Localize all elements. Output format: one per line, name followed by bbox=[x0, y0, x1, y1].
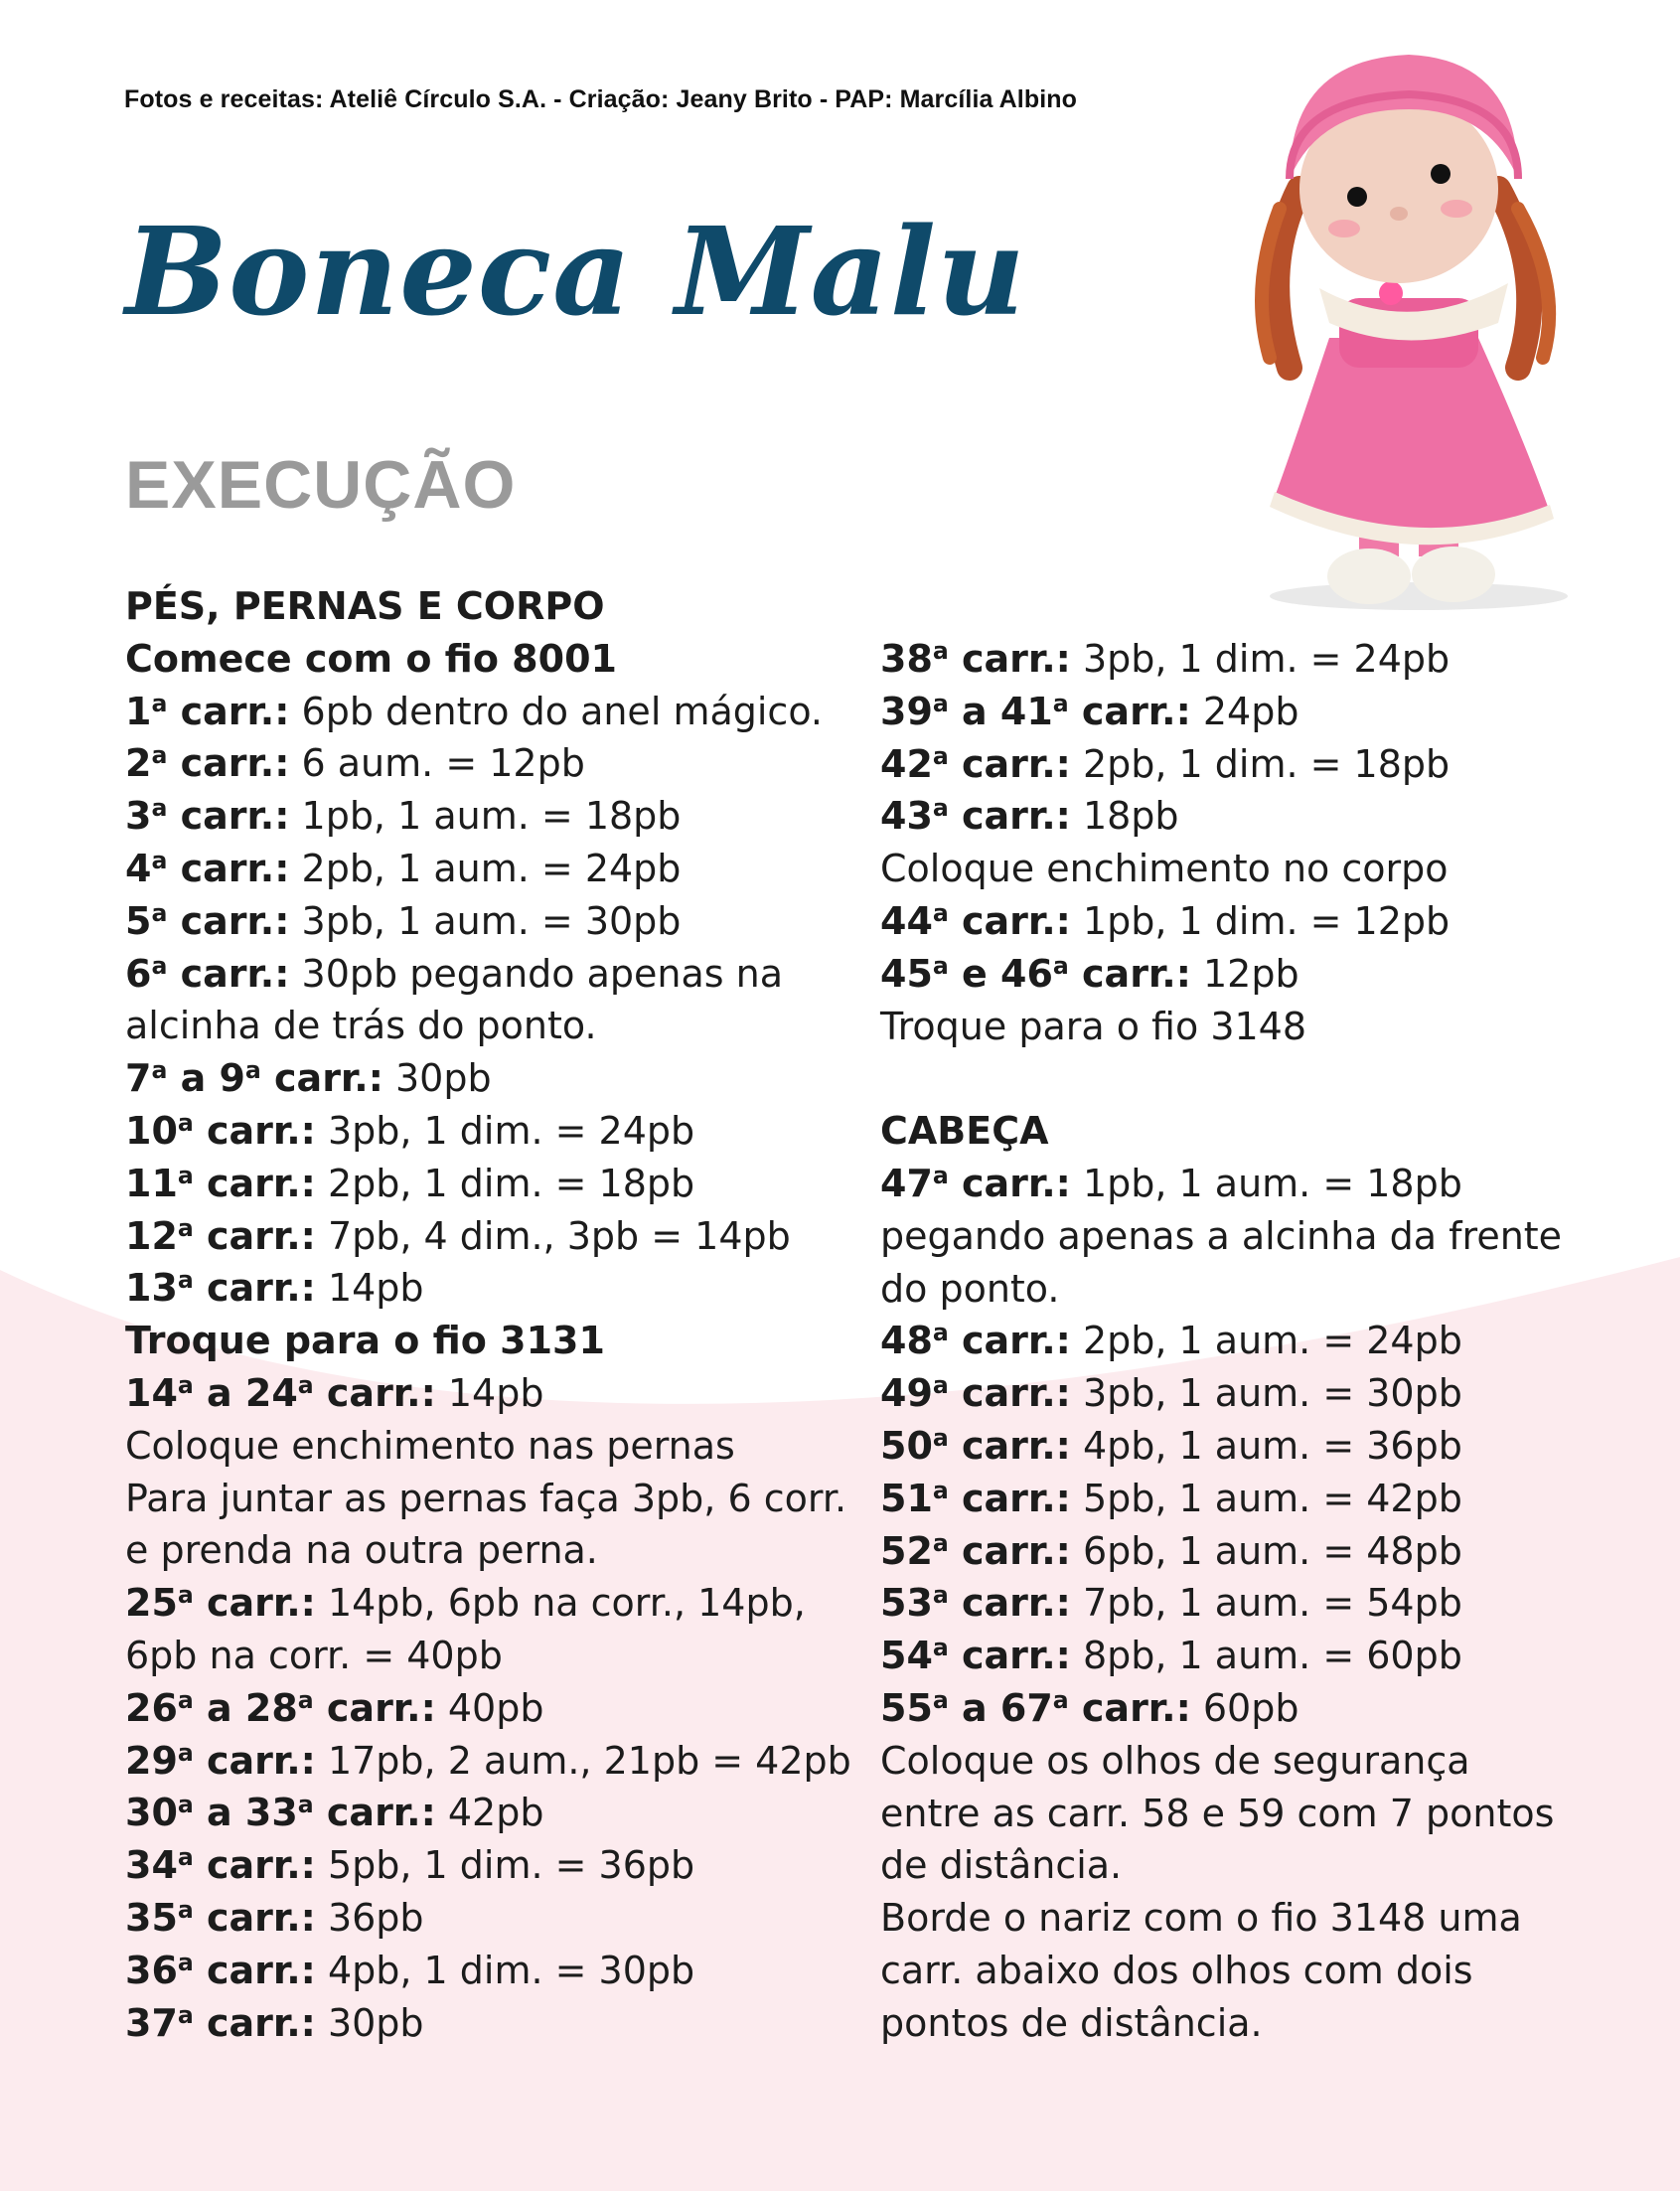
round-detail: 30pb pegando apenas na bbox=[289, 951, 784, 996]
round-label bbox=[125, 2001, 316, 2045]
left-instruction-column bbox=[125, 580, 851, 2049]
ordinal-mark: a bbox=[932, 1476, 949, 1504]
round-number: 33 bbox=[244, 1791, 298, 1835]
blank-line bbox=[880, 1052, 1576, 1105]
ordinal-mark: a bbox=[932, 794, 949, 823]
round-number: 48 bbox=[880, 1319, 933, 1363]
ordinal-mark: a bbox=[177, 1371, 194, 1399]
round-detail: 7pb, 1 aum. = 54pb bbox=[1070, 1581, 1462, 1626]
round-abbrev: carr.: bbox=[948, 1371, 1071, 1416]
round-detail: 3pb, 1 dim. = 24pb bbox=[315, 1108, 695, 1153]
range-connector: a bbox=[948, 1685, 1000, 1730]
round-instruction bbox=[125, 737, 821, 790]
round-detail: 2pb, 1 aum. = 24pb bbox=[1070, 1319, 1462, 1363]
round-label bbox=[125, 794, 289, 838]
ordinal-mark: a bbox=[177, 1213, 194, 1242]
round-number: 11 bbox=[125, 1161, 178, 1205]
round-number: 36 bbox=[125, 1948, 178, 1992]
round-label bbox=[880, 1477, 1071, 1520]
round-number: 35 bbox=[125, 1895, 178, 1940]
round-abbrev: carr.: bbox=[193, 1948, 316, 1992]
ordinal-mark: a bbox=[151, 1056, 168, 1085]
round-label bbox=[880, 1529, 1071, 1573]
round-number: 67 bbox=[999, 1685, 1053, 1730]
round-detail: 1pb, 1 dim. = 12pb bbox=[1070, 898, 1451, 943]
range-connector: e bbox=[948, 951, 1001, 996]
range-connector: a bbox=[167, 1056, 220, 1101]
round-label bbox=[880, 1319, 1071, 1362]
round-label bbox=[125, 1739, 316, 1783]
round-number: 29 bbox=[125, 1738, 178, 1783]
ordinal-mark: a bbox=[177, 1685, 194, 1714]
round-instruction bbox=[880, 686, 1576, 738]
round-detail: 42pb bbox=[435, 1791, 544, 1835]
ordinal-mark: a bbox=[151, 741, 168, 770]
round-abbrev: carr.: bbox=[167, 951, 290, 996]
round-detail: 36pb bbox=[315, 1895, 424, 1940]
round-detail: 7pb, 4 dim., 3pb = 14pb bbox=[315, 1213, 791, 1258]
round-instruction bbox=[125, 1210, 821, 1263]
round-label bbox=[125, 1214, 316, 1258]
round-number: 25 bbox=[125, 1581, 178, 1626]
round-detail: 30pb bbox=[315, 2000, 424, 2045]
round-detail: 3pb, 1 aum. = 30pb bbox=[1070, 1371, 1462, 1416]
round-label bbox=[125, 952, 289, 996]
round-label bbox=[125, 899, 289, 943]
ordinal-mark: a bbox=[932, 1162, 949, 1190]
round-detail: 40pb bbox=[435, 1685, 544, 1730]
round-abbrev: carr.: bbox=[948, 741, 1071, 786]
round-abbrev: carr.: bbox=[193, 1843, 316, 1888]
round-detail: 4pb, 1 dim. = 30pb bbox=[315, 1948, 695, 1992]
round-number: 13 bbox=[125, 1266, 178, 1311]
instruction-text: Coloque enchimento no corpo bbox=[880, 847, 1449, 891]
round-detail: 2pb, 1 dim. = 18pb bbox=[1070, 741, 1451, 786]
ordinal-mark: a bbox=[932, 1371, 949, 1400]
round-abbrev: carr.: bbox=[948, 637, 1071, 681]
range-connector: a bbox=[193, 1370, 245, 1415]
round-detail: 30pb bbox=[382, 1056, 492, 1101]
round-instruction bbox=[125, 1839, 821, 1892]
round-abbrev: carr.: bbox=[193, 1266, 316, 1311]
round-number: 54 bbox=[880, 1634, 933, 1678]
round-number: 28 bbox=[244, 1685, 298, 1730]
round-abbrev: carr.: bbox=[167, 689, 290, 733]
round-number: 38 bbox=[880, 637, 933, 681]
round-label bbox=[880, 742, 1071, 786]
round-detail: 18pb bbox=[1070, 794, 1179, 839]
ordinal-mark: a bbox=[932, 951, 949, 980]
round-label bbox=[880, 1371, 1071, 1415]
round-instruction bbox=[880, 1630, 1576, 1682]
round-abbrev: carr.: bbox=[948, 1319, 1071, 1363]
ordinal-mark: a bbox=[151, 847, 168, 875]
round-abbrev: carr.: bbox=[193, 1581, 316, 1626]
round-label bbox=[880, 1424, 1071, 1468]
ordinal-mark: a bbox=[297, 1685, 314, 1714]
round-label bbox=[125, 1581, 316, 1625]
round-detail: 5pb, 1 dim. = 36pb bbox=[315, 1843, 695, 1888]
ordinal-mark: a bbox=[177, 1161, 194, 1189]
round-instruction bbox=[880, 1473, 1576, 1525]
ordinal-mark: a bbox=[177, 1266, 194, 1295]
instruction-text: de distância. bbox=[880, 1843, 1123, 1888]
round-instruction bbox=[125, 686, 821, 738]
instruction-text: Borde o nariz com o fio 3148 uma bbox=[880, 1896, 1522, 1941]
round-label bbox=[125, 1162, 316, 1205]
instruction-text: Para juntar as pernas faça 3pb, 6 corr. bbox=[125, 1476, 847, 1520]
round-label bbox=[880, 794, 1071, 838]
ordinal-mark: a bbox=[1052, 1685, 1069, 1714]
ordinal-mark: a bbox=[932, 1424, 949, 1452]
round-abbrev: carr.: bbox=[1068, 951, 1191, 996]
round-instruction bbox=[125, 1367, 821, 1420]
round-number: 34 bbox=[125, 1843, 178, 1888]
instruction-text: carr. abaixo dos olhos com dois bbox=[880, 1948, 1473, 1992]
round-number: 49 bbox=[880, 1371, 933, 1416]
round-detail: 8pb, 1 aum. = 60pb bbox=[1070, 1634, 1462, 1678]
range-connector: a bbox=[193, 1685, 245, 1730]
round-number: 1 bbox=[125, 689, 152, 733]
round-instruction bbox=[125, 1052, 821, 1105]
round-abbrev: carr.: bbox=[260, 1056, 383, 1101]
instruction-text: do ponto. bbox=[880, 1266, 1060, 1311]
round-instruction bbox=[125, 1262, 821, 1315]
round-number: 14 bbox=[125, 1370, 178, 1415]
round-abbrev: carr.: bbox=[193, 1213, 316, 1258]
round-instruction bbox=[125, 1892, 821, 1945]
round-number: 26 bbox=[125, 1685, 178, 1730]
right-instruction-column bbox=[880, 633, 1576, 2050]
instruction-text: Coloque enchimento nas pernas bbox=[125, 1423, 735, 1468]
round-instruction bbox=[880, 1577, 1576, 1630]
ordinal-mark: a bbox=[177, 1843, 194, 1872]
round-instruction bbox=[125, 1945, 821, 1997]
ordinal-mark: a bbox=[244, 1056, 261, 1085]
round-detail: 6pb, 1 aum. = 48pb bbox=[1070, 1528, 1462, 1573]
round-abbrev: carr.: bbox=[167, 846, 290, 890]
round-label bbox=[125, 1056, 383, 1100]
round-number: 55 bbox=[880, 1685, 933, 1730]
round-detail: 12pb bbox=[1190, 951, 1299, 996]
crochet-doll-icon bbox=[1220, 40, 1598, 621]
round-number: 42 bbox=[880, 741, 933, 786]
round-instruction bbox=[125, 790, 821, 843]
round-number: 5 bbox=[125, 898, 152, 943]
instruction-text: entre as carr. 58 e 59 com 7 pontos bbox=[880, 1791, 1555, 1835]
round-number: 4 bbox=[125, 846, 152, 890]
round-detail: 14pb, 6pb na corr., 14pb, bbox=[315, 1581, 806, 1626]
round-abbrev: carr.: bbox=[193, 1895, 316, 1940]
round-label bbox=[880, 690, 1191, 733]
round-instruction bbox=[125, 843, 821, 895]
round-label bbox=[125, 1686, 436, 1730]
credits-line: Fotos e receitas: Ateliê Círculo S.A. - Criação: Jeany Brito - PAP: Marcília Albino bbox=[124, 85, 1077, 113]
ordinal-mark: a bbox=[297, 1371, 314, 1399]
round-label bbox=[125, 1843, 316, 1887]
round-instruction bbox=[125, 1105, 821, 1158]
round-label bbox=[880, 952, 1191, 996]
round-abbrev: carr.: bbox=[948, 1161, 1071, 1205]
round-number: 51 bbox=[880, 1476, 933, 1520]
round-detail: 60pb bbox=[1190, 1685, 1299, 1730]
ordinal-mark: a bbox=[177, 1109, 194, 1138]
round-label bbox=[125, 1109, 316, 1153]
round-detail: 2pb, 1 aum. = 24pb bbox=[289, 846, 682, 890]
round-label bbox=[880, 1581, 1071, 1625]
ordinal-mark: a bbox=[932, 741, 949, 770]
range-connector: a bbox=[948, 689, 1000, 733]
ordinal-mark: a bbox=[932, 1528, 949, 1557]
round-number: 2 bbox=[125, 741, 152, 786]
round-abbrev: carr.: bbox=[193, 1161, 316, 1205]
round-number: 37 bbox=[125, 2000, 178, 2045]
ordinal-mark: a bbox=[932, 1581, 949, 1610]
instruction-text: Troque para o fio 3148 bbox=[880, 1004, 1307, 1048]
round-instruction bbox=[880, 790, 1576, 843]
ordinal-mark: a bbox=[151, 898, 168, 927]
round-abbrev: carr.: bbox=[948, 1528, 1071, 1573]
round-abbrev: carr.: bbox=[193, 2000, 316, 2045]
round-abbrev: carr.: bbox=[313, 1685, 436, 1730]
ordinal-mark: a bbox=[932, 1319, 949, 1347]
round-abbrev: carr.: bbox=[948, 1476, 1071, 1520]
round-abbrev: carr.: bbox=[948, 794, 1071, 839]
round-detail: 5pb, 1 aum. = 42pb bbox=[1070, 1476, 1462, 1520]
round-label bbox=[880, 1686, 1191, 1730]
round-detail: 6 aum. = 12pb bbox=[289, 741, 585, 786]
ordinal-mark: a bbox=[932, 1634, 949, 1662]
round-instruction bbox=[125, 1577, 821, 1630]
round-abbrev: carr.: bbox=[193, 1108, 316, 1153]
round-instruction bbox=[125, 895, 821, 948]
ordinal-mark: a bbox=[932, 1685, 949, 1714]
round-detail: 1pb, 1 aum. = 18pb bbox=[289, 794, 682, 839]
round-label bbox=[125, 1949, 316, 1992]
round-label bbox=[880, 1162, 1071, 1205]
round-instruction bbox=[125, 948, 821, 1001]
round-instruction bbox=[125, 1997, 821, 2050]
round-number: 44 bbox=[880, 898, 933, 943]
ordinal-mark: a bbox=[1052, 689, 1069, 717]
ordinal-mark: a bbox=[297, 1791, 314, 1819]
round-instruction bbox=[880, 1367, 1576, 1420]
round-label bbox=[125, 1371, 436, 1415]
round-label bbox=[880, 899, 1071, 943]
round-number: 12 bbox=[125, 1213, 178, 1258]
round-detail: 6pb dentro do anel mágico. bbox=[289, 689, 823, 733]
ordinal-mark: a bbox=[151, 951, 168, 980]
round-abbrev: carr.: bbox=[167, 794, 290, 839]
round-label bbox=[125, 1791, 436, 1834]
round-number: 9 bbox=[219, 1056, 245, 1101]
round-detail: 4pb, 1 aum. = 36pb bbox=[1070, 1423, 1462, 1468]
round-label bbox=[880, 1634, 1071, 1677]
section-heading: CABEÇA bbox=[880, 1109, 1049, 1154]
round-number: 41 bbox=[999, 689, 1053, 733]
round-detail: 14pb bbox=[315, 1266, 424, 1311]
ordinal-mark: a bbox=[932, 637, 949, 666]
instruction-text: alcinha de trás do ponto. bbox=[125, 1004, 597, 1048]
round-abbrev: carr.: bbox=[313, 1370, 436, 1415]
round-number: 39 bbox=[880, 689, 933, 733]
round-number: 3 bbox=[125, 794, 152, 839]
round-instruction bbox=[880, 1315, 1576, 1367]
round-abbrev: carr.: bbox=[167, 898, 290, 943]
round-abbrev: carr.: bbox=[1068, 1685, 1191, 1730]
round-instruction bbox=[125, 1787, 821, 1839]
round-number: 43 bbox=[880, 794, 933, 839]
round-abbrev: carr.: bbox=[948, 1634, 1071, 1678]
round-instruction bbox=[125, 1735, 851, 1788]
round-detail: 24pb bbox=[1190, 689, 1299, 733]
section-heading: Troque para o fio 3131 bbox=[125, 1319, 605, 1363]
round-number: 7 bbox=[125, 1056, 152, 1101]
round-instruction bbox=[880, 1525, 1576, 1578]
round-instruction bbox=[880, 738, 1576, 791]
ordinal-mark: a bbox=[177, 1895, 194, 1924]
ordinal-mark: a bbox=[932, 899, 949, 928]
section-heading: Comece com o fio 8001 bbox=[125, 636, 617, 681]
ordinal-mark: a bbox=[177, 1791, 194, 1819]
ordinal-mark: a bbox=[177, 1948, 194, 1976]
round-number: 45 bbox=[880, 951, 933, 996]
round-number: 24 bbox=[244, 1370, 298, 1415]
round-abbrev: carr.: bbox=[313, 1791, 436, 1835]
instruction-text: pegando apenas a alcinha da frente bbox=[880, 1213, 1563, 1258]
round-detail: 3pb, 1 aum. = 30pb bbox=[289, 898, 682, 943]
round-label bbox=[125, 1896, 316, 1940]
round-instruction bbox=[880, 895, 1576, 948]
instruction-text: e prenda na outra perna. bbox=[125, 1528, 598, 1573]
round-number: 50 bbox=[880, 1423, 933, 1468]
round-number: 52 bbox=[880, 1528, 933, 1573]
round-detail: 2pb, 1 dim. = 18pb bbox=[315, 1161, 695, 1205]
round-instruction bbox=[880, 633, 1576, 686]
ordinal-mark: a bbox=[177, 1738, 194, 1767]
round-abbrev: carr.: bbox=[948, 1423, 1071, 1468]
round-instruction bbox=[125, 1682, 821, 1735]
round-instruction bbox=[880, 1682, 1576, 1735]
instruction-text: Coloque os olhos de segurança bbox=[880, 1738, 1470, 1783]
round-abbrev: carr.: bbox=[167, 741, 290, 786]
ordinal-mark: a bbox=[177, 1581, 194, 1610]
round-detail: 14pb bbox=[435, 1370, 544, 1415]
round-label bbox=[125, 1266, 316, 1310]
section-title: EXECUÇÃO bbox=[125, 447, 517, 523]
round-number: 47 bbox=[880, 1161, 933, 1205]
round-label bbox=[880, 637, 1071, 681]
round-instruction bbox=[880, 1420, 1576, 1473]
round-number: 46 bbox=[1000, 951, 1053, 996]
page-title: Boneca Malu bbox=[125, 200, 1026, 343]
round-number: 53 bbox=[880, 1581, 933, 1626]
round-abbrev: carr.: bbox=[948, 898, 1071, 943]
round-detail: 3pb, 1 dim. = 24pb bbox=[1070, 637, 1451, 681]
ordinal-mark: a bbox=[1052, 951, 1069, 980]
round-number: 6 bbox=[125, 951, 152, 996]
instruction-text: 6pb na corr. = 40pb bbox=[125, 1633, 503, 1677]
round-abbrev: carr.: bbox=[1068, 689, 1191, 733]
round-instruction bbox=[880, 948, 1576, 1001]
ordinal-mark: a bbox=[151, 689, 168, 717]
instruction-text: pontos de distância. bbox=[880, 2000, 1263, 2045]
ordinal-mark: a bbox=[151, 794, 168, 823]
round-instruction bbox=[125, 1158, 821, 1210]
round-instruction bbox=[880, 1158, 1576, 1210]
round-detail: 1pb, 1 aum. = 18pb bbox=[1070, 1161, 1462, 1205]
round-label bbox=[125, 741, 289, 785]
range-connector: a bbox=[193, 1791, 245, 1835]
round-label bbox=[125, 847, 289, 890]
round-abbrev: carr.: bbox=[193, 1738, 316, 1783]
ordinal-mark: a bbox=[177, 2000, 194, 2029]
round-detail: 17pb, 2 aum., 21pb = 42pb bbox=[315, 1738, 851, 1783]
ordinal-mark: a bbox=[932, 689, 949, 717]
round-number: 30 bbox=[125, 1791, 178, 1835]
round-label bbox=[125, 690, 289, 733]
round-number: 10 bbox=[125, 1108, 178, 1153]
round-abbrev: carr.: bbox=[948, 1581, 1071, 1626]
section-heading: PÉS, PERNAS E CORPO bbox=[125, 584, 605, 628]
